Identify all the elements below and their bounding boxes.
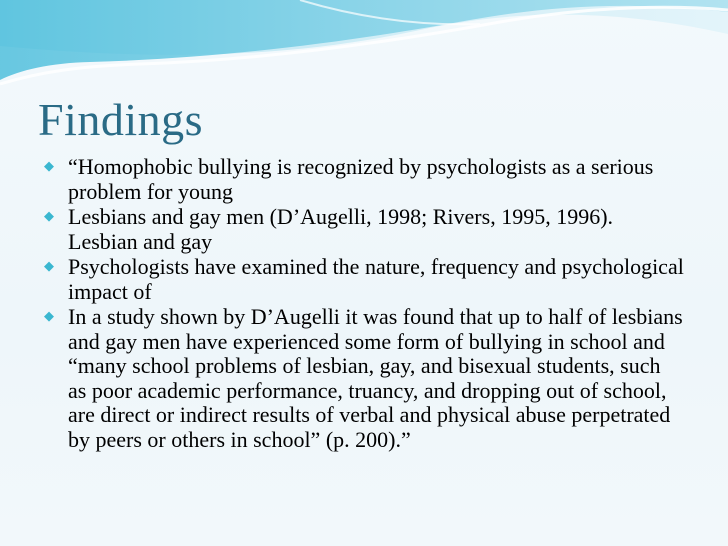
bullet-item: [44, 205, 684, 254]
bullet-item: [44, 255, 684, 304]
bullet-text: “Homophobic bullying is recognized by psychologists as a serious problem for young: [68, 154, 654, 204]
bullet-item: [44, 305, 684, 452]
slide-title: Findings: [38, 94, 204, 145]
bullet-text: Psychologists have examined the nature, frequency and psychological impact of: [68, 254, 684, 304]
bullet-item: [44, 155, 684, 204]
diamond-bullet-icon: ◆: [44, 159, 54, 174]
bullet-list: [44, 155, 684, 453]
header-wave-decoration: [0, 0, 728, 90]
diamond-bullet-icon: ◆: [44, 209, 54, 224]
bullet-text: Lesbians and gay men (D’Augelli, 1998; Rivers, 1995, 1996). Lesbian and gay: [68, 204, 614, 254]
bullet-text: In a study shown by D’Augelli it was found that up to half of lesbians and gay men have experienced some form of bullying in school and “many school problems of lesbian, gay, and bisexual students, such as poor academic performance, truancy, and dropping out of school, are direct or indirect results of verbal and physical abuse perpetrated by peers or others in school” (p. 200).”: [68, 304, 683, 452]
diamond-bullet-icon: ◆: [44, 309, 54, 324]
diamond-bullet-icon: ◆: [44, 259, 54, 274]
